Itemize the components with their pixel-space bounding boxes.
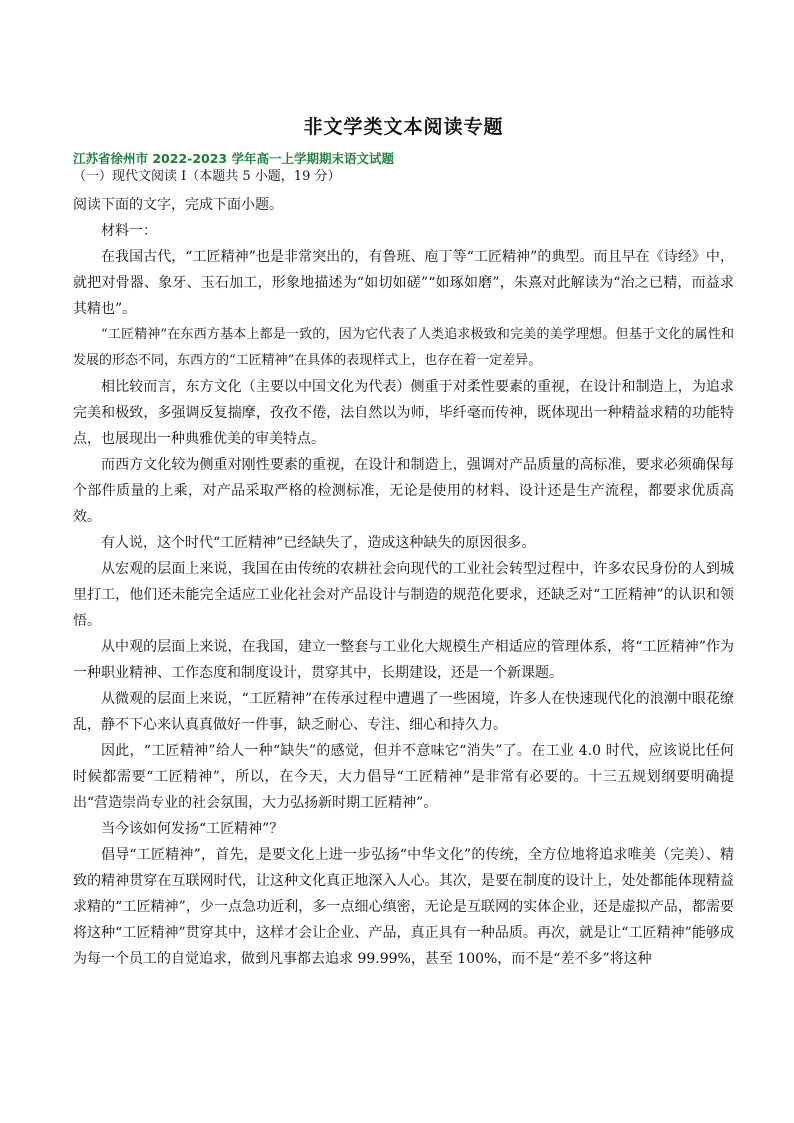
paragraph-6: 从宏观的层面上来说，我国在由传统的农耕社会向现代的工业社会转型过程中，许多农民身份的人到城里打工，他们还未能完全适应工业化社会对产品设计与制造的规范化要求，还缺乏对“工匠精神”的认识和领悟。 xyxy=(73,561,734,629)
paragraph-8: 从微观的层面上来说，“工匠精神”在传承过程中遭遇了一些困境，许多人在快速现代化的浪潮中眼花缭乱，静不下心来认真真做好一件事，缺乏耐心、专注、细心和持久力。 xyxy=(73,691,734,733)
paragraph-11: 倡导“工匠精神”，首先，是要文化上进一步弘扬“中华文化”的传统，全方位地将追求唯美（完美）、精致的精神贯穿在互联网时代，让这种文化真正地深入人心。其次，是要在制度的设计上，处处都能体现精益求精的“工匠精神”，少一点急功近利，多一点细心缜密，无论是互联网的实体企业，还是虚拟产品，都需要将这种“工匠精神”贯穿其中，这样才会让企业、产品，真正具有一种品质。再次，就是让“工匠精神”能够成为每一个员工的自觉追求，做到凡事都去追求 99.99%，甚至 100%，而不是“差不多”将这种 xyxy=(73,847,734,967)
paragraph-9: 因此，“工匠精神”给人一种“缺失”的感觉，但并不意味它“消失”了。在工业 4.0 时代，应该说比任何时候都需要“工匠精神”，所以，在今天，大力倡导“工匠精神”是非常有必要的。十三五规划纲要明确提出“营造崇尚专业的社会氛围，大力弘扬新时期工匠精神”。 xyxy=(73,743,734,811)
paragraph-2: “工匠精神”在东西方基本上都是一致的，因为它代表了人类追求极致和完美的美学理想。但基于文化的属性和发展的形态不同，东西方的“工匠精神”在具体的表现样式上，也存在着一定差异。 xyxy=(73,327,734,368)
paragraph-4: 而西方文化较为侧重对刚性要素的重视，在设计和制造上，强调对产品质量的高标准，要求必须确保每个部件质量的上乘，对产品采取严格的检测标准，无论是使用的材料、设计还是生产流程，都要求优质高效。 xyxy=(73,457,734,525)
exam-source: 江苏省徐州市 2022-2023 学年高一上学期期末语文试题 xyxy=(73,151,394,166)
paragraph-3: 相比较而言，东方文化（主要以中国文化为代表）侧重于对柔性要素的重视，在设计和制造上，为追求完美和极致，多强调反复揣摩，孜孜不倦，法自然以为师，毕纤毫而传神，既体现出一种精益求精的功能特点，也展现出一种典雅优美的审美特点。 xyxy=(73,379,734,447)
paragraph-7: 从中观的层面上来说，在我国，建立一整套与工业化大规模生产相适应的管理体系，将“工匠精神”作为一种职业精神、工作态度和制度设计，贯穿其中，长期建设，还是一个新课题。 xyxy=(73,639,734,681)
paragraph-1: 在我国古代，“工匠精神”也是非常突出的，有鲁班、庖丁等“工匠精神”的典型。而且早在《诗经》中，就把对骨器、象牙、玉石加工，形象地描述为“如切如磋”“如琢如磨”，朱熹对此解读为“治之已精，而益求其精也”。 xyxy=(73,249,734,317)
paragraph-10: 当今该如何发扬“工匠精神”？ xyxy=(101,821,284,837)
material-label: 材料一： xyxy=(101,223,157,239)
paragraph-5: 有人说，这个时代“工匠精神”已经缺失了，造成这种缺失的原因很多。 xyxy=(101,535,536,551)
document-title: 非文学类文本阅读专题 xyxy=(303,116,504,138)
section-heading: （一）现代文阅读 I（本题共 5 小题，19 分） xyxy=(73,169,341,184)
reading-instruction: 阅读下面的文字，完成下面小题。 xyxy=(73,197,283,213)
